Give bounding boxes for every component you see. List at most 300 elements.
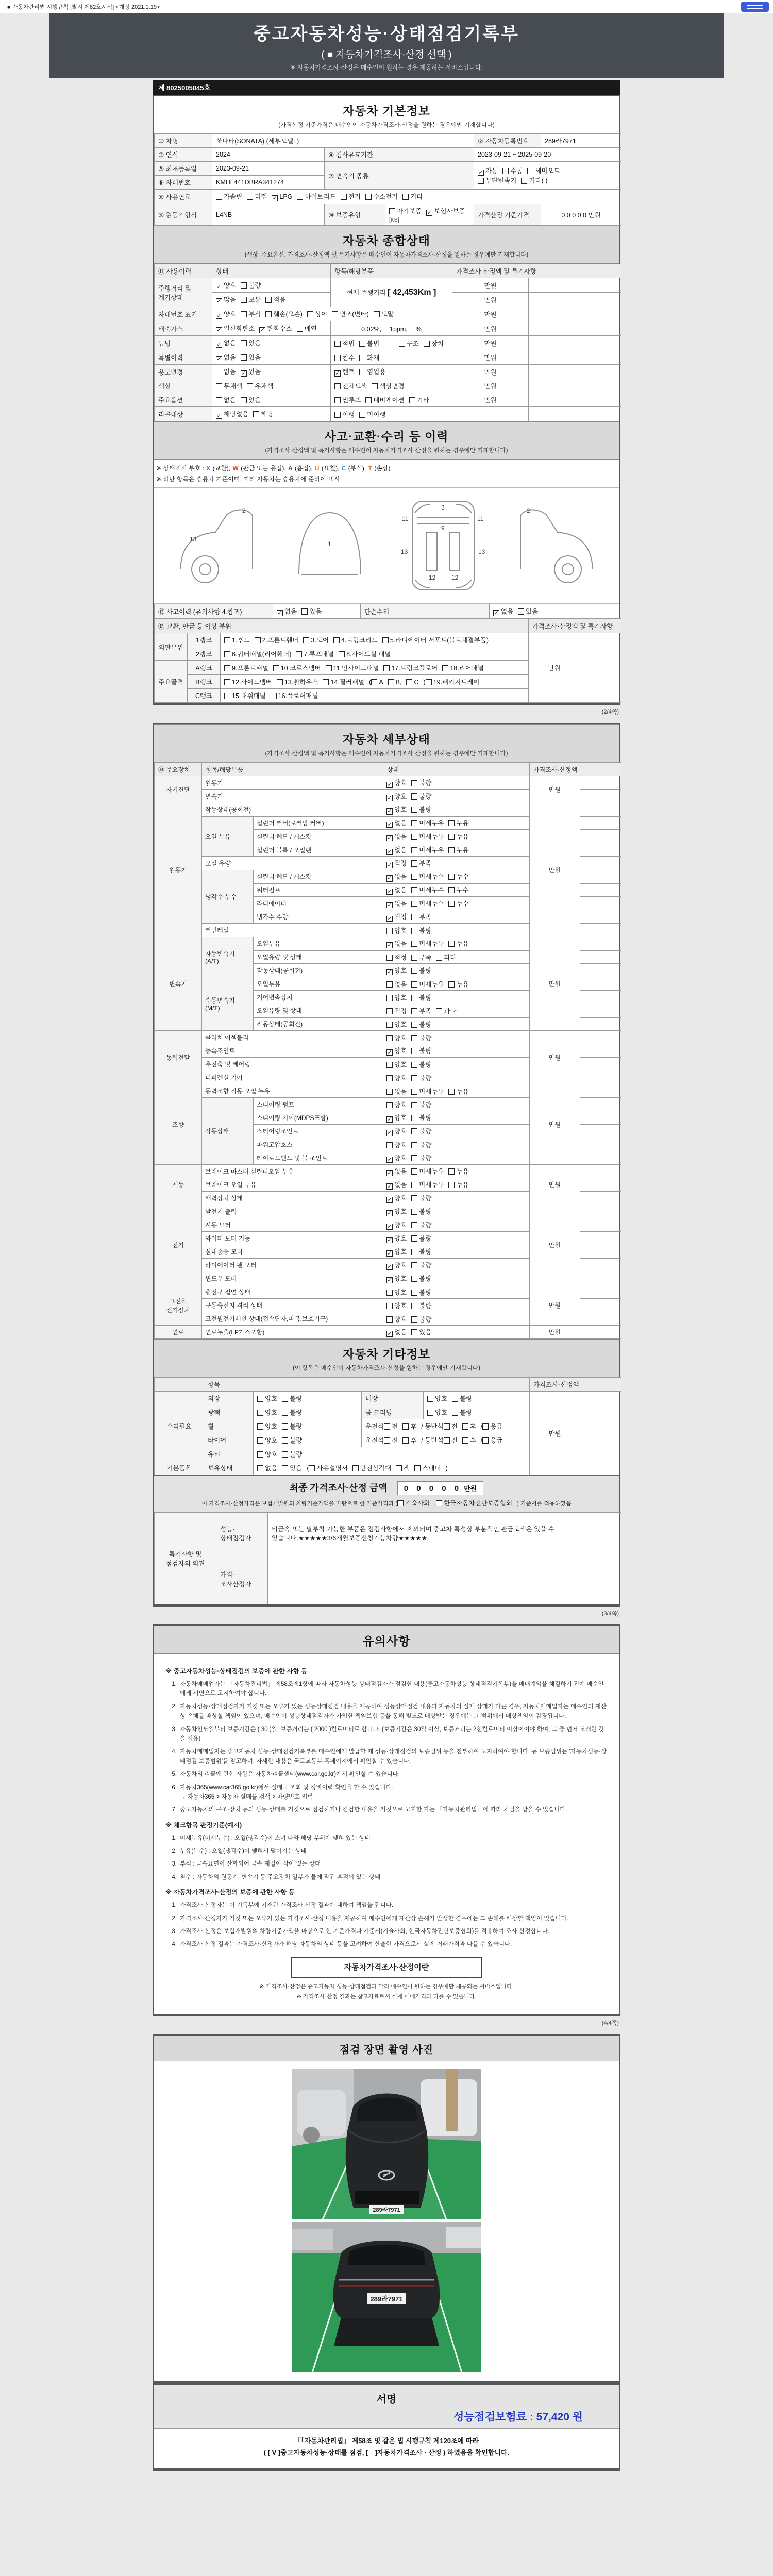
checkbox[interactable] xyxy=(241,297,247,303)
top-right-badge[interactable] xyxy=(741,2,769,12)
note-cell xyxy=(580,1138,621,1151)
checkbox[interactable] xyxy=(411,847,417,853)
checkbox-label: 양호 xyxy=(394,1074,407,1082)
checkbox[interactable]: ✓ xyxy=(387,1237,392,1243)
checkbox-option xyxy=(333,635,378,645)
notice-item-text: 자동차의 리콜에 관한 사항은 자동차리콜센터(www.car.go.kr)에서 확인할 수 있습니다. xyxy=(180,1771,400,1778)
checkbox-option xyxy=(411,1166,444,1176)
checkbox[interactable] xyxy=(216,369,222,375)
checkbox[interactable] xyxy=(365,194,372,200)
checkbox[interactable] xyxy=(352,1465,359,1471)
checkbox[interactable]: ✓ xyxy=(260,327,265,333)
checkbox[interactable] xyxy=(448,874,455,880)
checkbox[interactable] xyxy=(241,340,247,346)
table-row xyxy=(155,937,621,951)
checkbox[interactable] xyxy=(411,968,417,974)
checkbox[interactable] xyxy=(386,1075,393,1081)
checkbox[interactable]: ✓ xyxy=(387,1170,392,1176)
checkbox-option xyxy=(386,1193,407,1203)
checkbox[interactable] xyxy=(307,311,313,317)
checkbox[interactable] xyxy=(444,1437,450,1444)
checkbox[interactable] xyxy=(384,1437,390,1444)
checkbox[interactable]: ✓ xyxy=(216,413,222,419)
checkbox-option xyxy=(478,166,498,176)
checkbox[interactable] xyxy=(388,679,394,685)
checkbox-label: 양호 xyxy=(435,1409,448,1416)
basic-info-table xyxy=(154,133,621,226)
checkbox-label: 있음 xyxy=(248,354,261,361)
checkbox[interactable]: ✓ xyxy=(387,1210,392,1216)
checkbox[interactable] xyxy=(241,282,247,289)
checkbox[interactable] xyxy=(297,194,303,200)
checkbox[interactable] xyxy=(411,1329,417,1335)
checkbox[interactable] xyxy=(282,1410,288,1416)
checkbox[interactable] xyxy=(411,1102,417,1108)
checkbox[interactable] xyxy=(253,411,259,417)
checkbox[interactable]: ✓ xyxy=(387,969,392,975)
checkbox[interactable]: ✓ xyxy=(272,195,277,201)
simple-repair-options xyxy=(490,604,621,619)
checkbox[interactable] xyxy=(436,955,442,961)
checkbox[interactable]: ✓ xyxy=(387,795,392,801)
checkbox[interactable] xyxy=(334,383,341,389)
checkbox[interactable] xyxy=(411,1182,417,1188)
checkbox[interactable] xyxy=(411,901,417,907)
checkbox[interactable] xyxy=(257,1410,263,1416)
note-cell xyxy=(580,1312,621,1326)
checkbox[interactable] xyxy=(296,651,302,657)
checkbox[interactable] xyxy=(372,383,378,389)
checkbox[interactable] xyxy=(402,1437,409,1444)
item-cell xyxy=(331,365,452,379)
checkbox[interactable] xyxy=(323,679,329,685)
final-price-label: 최종 가격조사·산정 금액 xyxy=(289,1483,388,1493)
checkbox[interactable] xyxy=(411,1115,417,1121)
model-year-value: 2024 xyxy=(212,148,325,162)
checkbox-option xyxy=(493,606,513,616)
checkbox[interactable] xyxy=(411,1022,417,1028)
checkbox[interactable] xyxy=(411,887,417,893)
checkbox[interactable] xyxy=(326,665,332,671)
note-cell xyxy=(580,1111,621,1125)
checkbox[interactable] xyxy=(365,397,372,403)
checkbox[interactable] xyxy=(216,383,222,389)
checkbox[interactable] xyxy=(257,1396,263,1402)
checkbox-option xyxy=(241,280,261,290)
checkbox[interactable] xyxy=(411,1168,417,1175)
checkbox[interactable] xyxy=(411,1062,417,1068)
checkbox[interactable] xyxy=(411,834,417,840)
checkbox[interactable] xyxy=(265,297,272,303)
checkbox[interactable] xyxy=(411,874,417,880)
checkbox-option xyxy=(411,1233,431,1243)
checkbox[interactable]: ✓ xyxy=(387,822,392,828)
checkbox[interactable] xyxy=(224,637,230,643)
checkbox[interactable] xyxy=(414,1465,421,1471)
checkbox-label: 불량 xyxy=(460,1409,473,1416)
checkbox[interactable] xyxy=(386,928,393,934)
checkbox-option xyxy=(277,606,297,616)
checkbox[interactable] xyxy=(411,1316,417,1323)
status-options xyxy=(383,1285,530,1299)
checkbox[interactable] xyxy=(359,412,365,418)
checkbox-label: 없음 xyxy=(265,1465,278,1472)
checkbox[interactable] xyxy=(411,1222,417,1228)
rank-parts xyxy=(221,647,529,661)
checkbox-label: 후 xyxy=(469,1423,476,1430)
checkbox[interactable] xyxy=(371,679,377,685)
document-subtitle-note: ※ 자동차가격조사·산정은 매수인이 원하는 경우 제공하는 서비스입니다. xyxy=(290,64,483,71)
checkbox[interactable]: ✓ xyxy=(387,1130,392,1136)
checkbox[interactable] xyxy=(359,369,365,375)
status-options xyxy=(212,407,331,421)
checkbox[interactable]: ✓ xyxy=(277,610,282,616)
checkbox[interactable] xyxy=(444,1423,450,1430)
checkbox[interactable] xyxy=(334,355,341,361)
etc-item-value xyxy=(254,1405,362,1419)
checkbox[interactable] xyxy=(374,311,380,317)
checkbox[interactable] xyxy=(502,168,509,174)
checkbox[interactable] xyxy=(411,1035,417,1041)
checkbox-option xyxy=(334,353,355,362)
checkbox[interactable] xyxy=(411,941,417,947)
checkbox-option xyxy=(414,1463,441,1472)
notice-item xyxy=(165,1783,608,1802)
note-cell xyxy=(529,278,621,293)
checkbox[interactable]: ✓ xyxy=(216,313,222,319)
note-cell xyxy=(529,321,621,336)
checkbox[interactable]: ✓ xyxy=(216,298,222,304)
checkbox[interactable] xyxy=(462,1423,468,1430)
checkbox[interactable] xyxy=(257,1465,263,1471)
checkbox[interactable] xyxy=(389,208,395,214)
checkbox[interactable] xyxy=(282,1437,288,1444)
checkbox[interactable] xyxy=(452,1410,458,1416)
checkbox[interactable] xyxy=(383,665,390,671)
checkbox[interactable]: ✓ xyxy=(216,284,222,290)
checkbox[interactable]: ✓ xyxy=(387,1183,392,1190)
checkbox-label: 있음 xyxy=(290,1465,303,1472)
checkbox[interactable] xyxy=(482,1423,489,1430)
checkbox-option xyxy=(257,1449,277,1459)
note-cell xyxy=(580,843,621,857)
checkbox[interactable] xyxy=(309,1465,315,1471)
usage-history-label: 차대번호 표기 xyxy=(155,307,212,321)
checkbox[interactable] xyxy=(482,1437,489,1444)
checkbox[interactable]: ✓ xyxy=(387,862,392,868)
checkbox[interactable] xyxy=(448,1168,455,1175)
checkbox-option xyxy=(352,1463,391,1472)
checkbox[interactable] xyxy=(448,1182,455,1188)
checkbox-option xyxy=(448,885,468,894)
checkbox[interactable] xyxy=(265,311,272,317)
checkbox[interactable]: ✓ xyxy=(387,1331,392,1337)
checkbox[interactable]: ✓ xyxy=(387,835,392,841)
checkbox[interactable] xyxy=(423,679,432,686)
checkbox-label: 없음 xyxy=(394,1329,407,1336)
checkbox[interactable] xyxy=(303,637,309,643)
block-signature xyxy=(153,2384,620,2471)
checkbox-label: 누유 xyxy=(456,940,469,947)
checkbox[interactable] xyxy=(478,178,484,184)
checkbox[interactable] xyxy=(386,1303,393,1309)
checkbox[interactable] xyxy=(386,1022,393,1028)
checkbox[interactable] xyxy=(448,887,455,893)
checkbox[interactable]: ✓ xyxy=(216,342,222,348)
checkbox-label: 미세누유 xyxy=(419,1181,444,1189)
checkbox[interactable] xyxy=(427,1410,433,1416)
checkbox[interactable] xyxy=(333,637,340,643)
checkbox[interactable] xyxy=(411,981,417,988)
checkbox[interactable] xyxy=(411,1249,417,1255)
checkbox-label: 양호 xyxy=(394,967,407,974)
status-options xyxy=(212,336,331,350)
checkbox[interactable] xyxy=(411,995,417,1001)
status-options xyxy=(383,1018,530,1031)
checkbox[interactable] xyxy=(386,1102,393,1108)
checkbox[interactable] xyxy=(382,637,389,643)
checkbox[interactable] xyxy=(399,341,405,347)
checkbox[interactable] xyxy=(334,412,341,418)
checkbox[interactable] xyxy=(411,914,417,920)
checkbox[interactable] xyxy=(448,981,455,988)
signature-band xyxy=(154,2385,619,2429)
checkbox-option xyxy=(411,939,444,948)
checkbox[interactable] xyxy=(241,354,247,361)
checkbox[interactable]: ✓ xyxy=(387,1277,392,1283)
checkbox[interactable] xyxy=(384,1423,390,1430)
checkbox[interactable] xyxy=(386,981,393,988)
checkbox[interactable] xyxy=(216,194,222,200)
checkbox[interactable] xyxy=(427,1396,433,1402)
accident-history-options xyxy=(273,604,361,619)
checkbox[interactable] xyxy=(411,1303,417,1309)
checkbox[interactable] xyxy=(282,1423,288,1430)
item-name: 디퍼렌셜 기어 xyxy=(202,1071,383,1084)
checkbox[interactable] xyxy=(241,311,247,317)
checkbox-label: 디젤 xyxy=(255,193,267,200)
section-note: (색상, 주요옵션, 가격조사·산정액 및 특기사항은 매수인이 자동차가격조사·산정을 원하는 경우에만 기재합니다) xyxy=(244,252,529,258)
front-license-plate: 289라7971 xyxy=(373,2207,400,2213)
checkbox[interactable] xyxy=(442,665,448,671)
rank-parts xyxy=(221,675,529,689)
page-marker: (2/4쪽) xyxy=(601,709,619,715)
checkbox[interactable] xyxy=(448,1089,455,1095)
checkbox[interactable] xyxy=(386,1142,393,1148)
checkbox[interactable] xyxy=(216,397,222,403)
checkbox[interactable] xyxy=(257,1451,263,1458)
price-cell: 만원 xyxy=(530,1285,580,1326)
checkbox[interactable] xyxy=(518,608,524,615)
checkbox[interactable] xyxy=(359,355,365,361)
checkbox[interactable] xyxy=(339,651,345,657)
checkbox[interactable] xyxy=(334,341,341,347)
checkbox[interactable] xyxy=(452,1396,458,1402)
checkbox[interactable] xyxy=(424,341,430,347)
checkbox[interactable] xyxy=(386,1008,393,1014)
item-name: 실린더 블록 / 오일팬 xyxy=(254,843,383,857)
checkbox[interactable] xyxy=(332,311,338,317)
checkbox-option xyxy=(411,1073,431,1082)
table-row xyxy=(155,321,621,336)
checkbox[interactable] xyxy=(386,995,393,1001)
checkbox[interactable]: ✓ xyxy=(387,849,392,855)
checkbox[interactable] xyxy=(386,1062,393,1068)
checkbox[interactable] xyxy=(386,1035,393,1041)
checkbox[interactable]: ✓ xyxy=(387,1250,392,1257)
checkbox-option xyxy=(448,818,468,827)
checkbox[interactable]: ✓ xyxy=(427,210,432,216)
checkbox[interactable] xyxy=(411,1195,417,1201)
column-header: 가격조사·산정액 및 특기사항 xyxy=(452,264,621,278)
checkbox[interactable] xyxy=(282,1396,288,1402)
checkbox[interactable] xyxy=(411,780,417,786)
checkbox[interactable]: ✓ xyxy=(335,370,340,377)
checkbox[interactable] xyxy=(411,1276,417,1282)
checkbox[interactable] xyxy=(277,679,283,685)
checkbox[interactable] xyxy=(409,397,415,403)
checkbox[interactable] xyxy=(448,847,455,853)
checkbox[interactable] xyxy=(224,665,230,671)
checkbox[interactable]: ✓ xyxy=(387,1116,392,1123)
status-options xyxy=(383,937,530,951)
checkbox[interactable]: ✓ xyxy=(387,1264,392,1270)
checkbox[interactable] xyxy=(448,941,455,947)
checkbox[interactable] xyxy=(273,665,279,671)
checkbox[interactable] xyxy=(386,955,393,961)
checkbox-option xyxy=(386,1301,407,1310)
checkbox[interactable] xyxy=(271,693,277,699)
checkbox-option xyxy=(386,858,407,868)
checkbox[interactable]: ✓ xyxy=(387,782,392,788)
car-diagram-svg xyxy=(160,492,613,598)
checkbox[interactable] xyxy=(411,1008,417,1014)
checkbox[interactable] xyxy=(255,637,261,643)
checkbox[interactable] xyxy=(411,1142,417,1148)
checkbox[interactable] xyxy=(224,693,230,699)
checkbox[interactable] xyxy=(411,1290,417,1296)
price-cell: 만원 xyxy=(452,393,529,407)
checkbox[interactable] xyxy=(411,1209,417,1215)
checkbox[interactable] xyxy=(436,1008,442,1014)
checkbox[interactable] xyxy=(341,194,347,200)
checkbox[interactable]: ✓ xyxy=(387,875,392,882)
checkbox[interactable] xyxy=(411,1262,417,1268)
checkbox-option xyxy=(402,1421,416,1431)
checkbox[interactable] xyxy=(406,679,412,685)
checkbox[interactable] xyxy=(386,1316,393,1323)
checkbox[interactable] xyxy=(257,1437,263,1444)
overall-status-table xyxy=(154,264,621,421)
checkbox[interactable] xyxy=(527,168,533,174)
checkbox[interactable]: ✓ xyxy=(387,808,392,815)
checkbox[interactable]: ✓ xyxy=(387,1197,392,1203)
checkbox[interactable] xyxy=(411,1075,417,1081)
checkbox[interactable]: ✓ xyxy=(387,889,392,895)
checkbox[interactable] xyxy=(411,1235,417,1242)
checkbox[interactable] xyxy=(411,955,417,961)
checkbox[interactable] xyxy=(247,383,253,389)
checkbox-option xyxy=(359,410,385,419)
checkbox[interactable] xyxy=(411,860,417,867)
checkbox-label: 안전삼각대 xyxy=(360,1465,392,1472)
checkbox[interactable] xyxy=(282,1465,288,1471)
checkbox[interactable]: ✓ xyxy=(216,356,222,362)
checkbox[interactable] xyxy=(521,178,527,184)
checkbox[interactable]: ✓ xyxy=(241,370,246,377)
checkbox-label: 탄화수소 xyxy=(267,325,292,332)
checkbox[interactable] xyxy=(411,928,417,934)
section-title: 자동차 세부상태 xyxy=(343,733,430,746)
checkbox[interactable]: ✓ xyxy=(387,902,392,908)
checkbox[interactable] xyxy=(301,608,308,615)
checkbox[interactable] xyxy=(402,1423,409,1430)
checkbox[interactable] xyxy=(448,901,455,907)
checkbox-label: 기타 xyxy=(416,397,429,404)
status-options xyxy=(383,1192,530,1205)
checkbox[interactable] xyxy=(297,326,303,332)
checkbox[interactable] xyxy=(448,834,455,840)
note-cell xyxy=(580,1232,621,1245)
checkbox[interactable] xyxy=(411,807,417,813)
checkbox[interactable] xyxy=(247,194,253,200)
field-label: ⑧ 사용연료 xyxy=(155,190,212,204)
checkbox[interactable]: ✓ xyxy=(478,170,483,176)
checkbox[interactable] xyxy=(397,1500,404,1506)
checkbox[interactable] xyxy=(411,1155,417,1161)
checkbox-label: 후 xyxy=(410,1423,417,1430)
checkbox[interactable]: ✓ xyxy=(387,916,392,922)
status-options xyxy=(383,1218,530,1232)
checkbox[interactable] xyxy=(334,397,341,403)
checkbox[interactable] xyxy=(411,793,417,800)
text-part: / xyxy=(480,1423,483,1430)
checkbox[interactable] xyxy=(257,1423,263,1430)
checkbox[interactable] xyxy=(436,1500,442,1506)
checkbox[interactable] xyxy=(241,397,247,403)
checkbox[interactable] xyxy=(386,1089,393,1095)
notice-item xyxy=(165,1940,608,1949)
checkbox[interactable] xyxy=(282,1451,288,1458)
checkbox[interactable] xyxy=(402,194,409,200)
checkbox[interactable] xyxy=(386,1290,393,1296)
text-part: ( xyxy=(307,1465,309,1472)
checkbox[interactable]: ✓ xyxy=(387,1224,392,1230)
checkbox[interactable] xyxy=(396,1465,402,1471)
checkbox[interactable]: ✓ xyxy=(387,1157,392,1163)
checkbox-label: 19.패키지트레이 xyxy=(433,679,480,686)
checkbox[interactable]: ✓ xyxy=(387,942,392,948)
checkbox[interactable]: ✓ xyxy=(494,610,499,616)
checkbox[interactable] xyxy=(411,1048,417,1054)
checkbox[interactable] xyxy=(224,679,230,685)
checkbox-option xyxy=(386,1140,407,1149)
checkbox[interactable]: ✓ xyxy=(216,327,222,333)
price-cell: 만원 xyxy=(452,278,529,293)
checkbox[interactable] xyxy=(448,820,455,826)
checkbox[interactable]: ✓ xyxy=(387,1049,392,1056)
checkbox[interactable] xyxy=(411,820,417,826)
checkbox-option xyxy=(216,381,242,391)
checkbox[interactable] xyxy=(411,1128,417,1134)
checkbox[interactable] xyxy=(411,1089,417,1095)
checkbox[interactable] xyxy=(359,341,365,347)
checkbox[interactable] xyxy=(462,1437,468,1444)
note-cell xyxy=(580,1031,621,1044)
checkbox-option xyxy=(386,872,407,882)
checkbox-label: 불량 xyxy=(419,1074,432,1082)
checkbox[interactable] xyxy=(224,651,230,657)
